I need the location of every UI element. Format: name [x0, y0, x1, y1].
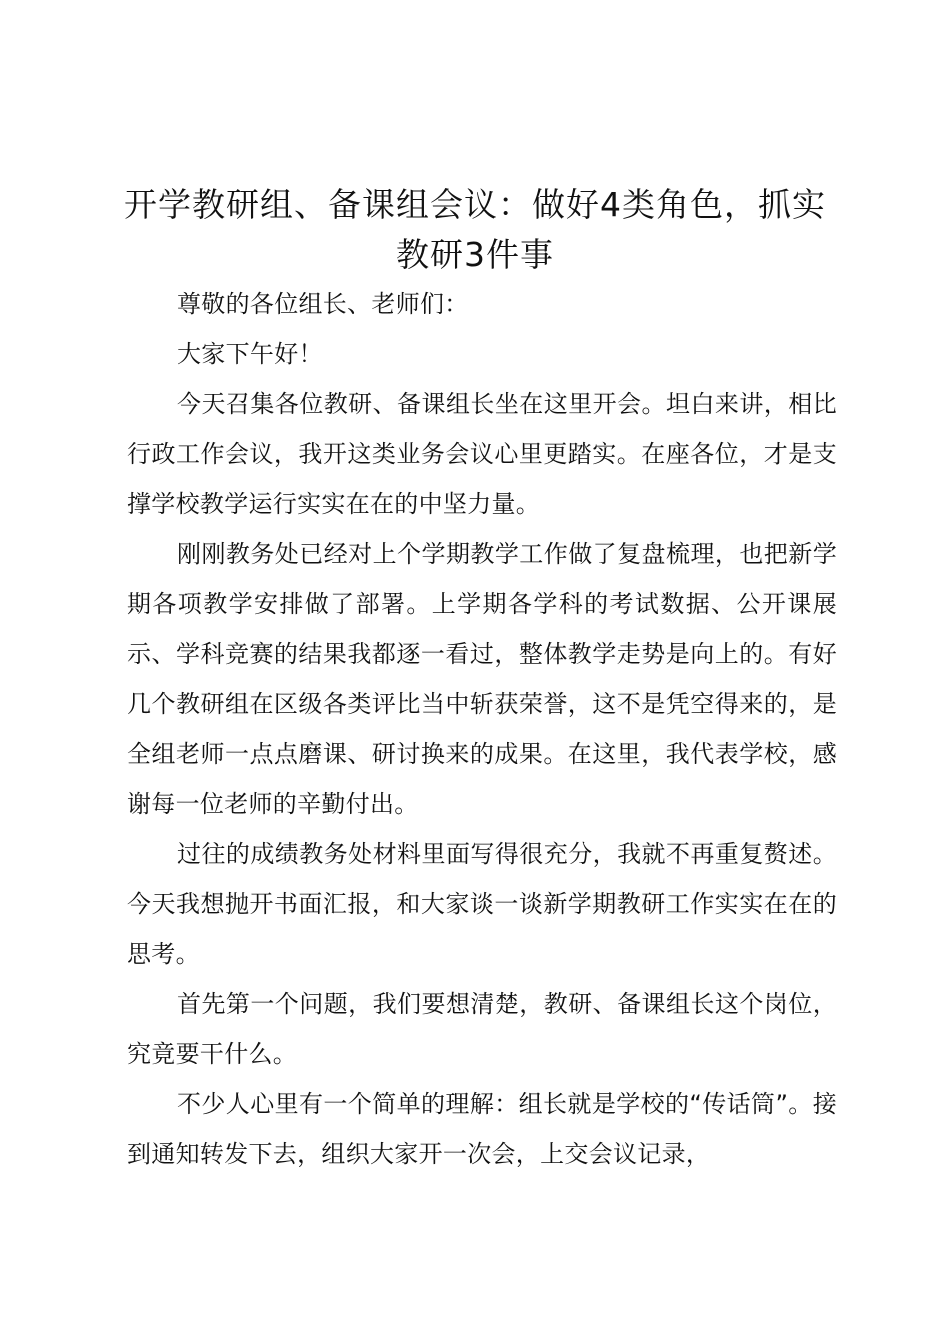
paragraph: 过往的成绩教务处材料里面写得很充分，我就不再重复赘述。今天我想抛开书面汇报，和大家谈一谈新学期教研工作实实在在的思考。 — [127, 840, 837, 968]
paragraph-hello: 大家下午好！ — [177, 340, 323, 368]
paragraph: 不少人心里有一个简单的理解：组长就是学校的“传话筒”。接到通知转发下去，组织大家开一次会，上交会议记录， — [127, 1090, 837, 1168]
paragraph: 今天召集各位教研、备课组长坐在这里开会。坦白来讲，相比行政工作会议，我开这类业务会议心里更踏实。在座各位，才是支撑学校教学运行实实在在的中坚力量。 — [127, 390, 837, 518]
document-body — [127, 279, 837, 1179]
paragraph: 首先第一个问题，我们要想清楚，教研、备课组长这个岗位，究竟要干什么。 — [127, 990, 837, 1068]
paragraph: 刚刚教务处已经对上个学期教学工作做了复盘梳理，也把新学期各项教学安排做了部署。上学期各学科的考试数据、公开课展示、学科竞赛的结果我都逐一看过，整体教学走势是向上的。有好几个教研组在区级各类评比当中斩获荣誉，这不是凭空得来的，是全组老师一点点磨课、研讨换来的成果。在这里，我代表学校，感谢每一位老师的辛勤付出。 — [127, 540, 837, 818]
document-title: 开学教研组、备课组会议：做好4类角色，抓实教研3件事 — [124, 185, 826, 274]
paragraph-greeting: 尊敬的各位组长、老师们： — [177, 290, 469, 318]
